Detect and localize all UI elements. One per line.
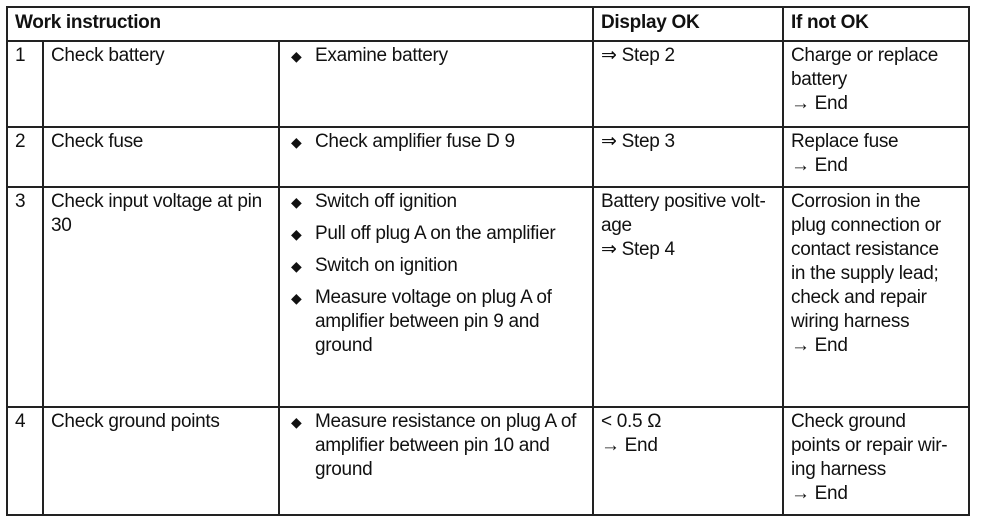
header-work-instruction: Work instruction <box>7 7 593 41</box>
work-instruction-table <box>6 6 970 516</box>
diamond-bullet-icon: ◆ <box>291 194 302 210</box>
step-number: 2 <box>7 127 43 187</box>
action-list <box>287 410 586 482</box>
check-title: Check input voltage at pin 30 <box>43 187 279 407</box>
display-ok-value: ⇒ Step 3 <box>593 127 783 187</box>
action-list <box>287 44 586 68</box>
diamond-bullet-icon: ◆ <box>291 134 302 150</box>
action-item: ◆ Measure voltage on plug A of amplifier between pin 9 and ground <box>291 287 552 356</box>
action-list-cell <box>279 127 593 187</box>
table-row <box>7 127 969 187</box>
diamond-bullet-icon: ◆ <box>291 290 302 306</box>
action-item: ◆ Switch off ignition <box>291 191 457 212</box>
display-ok-value: Battery positive volt- age ⇒ Step 4 <box>593 187 783 407</box>
action-item: ◆ Pull off plug A on the amplifier <box>291 223 556 244</box>
step-number: 3 <box>7 187 43 407</box>
step-number: 4 <box>7 407 43 515</box>
diamond-bullet-icon: ◆ <box>291 48 302 64</box>
check-title: Check fuse <box>43 127 279 187</box>
header-if-not-ok: If not OK <box>783 7 969 41</box>
table-row <box>7 407 969 515</box>
action-list-cell <box>279 41 593 127</box>
action-list-cell <box>279 187 593 407</box>
action-item: ◆ Switch on ignition <box>291 255 458 276</box>
if-not-ok-value: Charge or replace battery → End <box>783 41 969 127</box>
action-list-cell <box>279 407 593 515</box>
header-row <box>7 7 969 41</box>
diamond-bullet-icon: ◆ <box>291 226 302 242</box>
diamond-bullet-icon: ◆ <box>291 258 302 274</box>
table-row <box>7 41 969 127</box>
step-number: 1 <box>7 41 43 127</box>
table-row <box>7 187 969 407</box>
action-item: ◆ Measure resistance on plug A of amplifier between pin 10 and ground <box>291 411 577 480</box>
action-list <box>287 130 586 154</box>
if-not-ok-value: Corrosion in the plug connection or contact resistance in the supply lead; check and repair wiring harness → End <box>783 187 969 407</box>
diamond-bullet-icon: ◆ <box>291 414 302 430</box>
check-title: Check battery <box>43 41 279 127</box>
action-item: ◆ Examine battery <box>291 45 448 66</box>
display-ok-value: ⇒ Step 2 <box>593 41 783 127</box>
display-ok-value: < 0.5 Ω → End <box>593 407 783 515</box>
check-title: Check ground points <box>43 407 279 515</box>
header-display-ok: Display OK <box>593 7 783 41</box>
if-not-ok-value: Replace fuse → End <box>783 127 969 187</box>
action-item: ◆ Check amplifier fuse D 9 <box>291 131 515 152</box>
action-list <box>287 190 586 358</box>
if-not-ok-value: Check ground points or repair wir- ing harness → End <box>783 407 969 515</box>
